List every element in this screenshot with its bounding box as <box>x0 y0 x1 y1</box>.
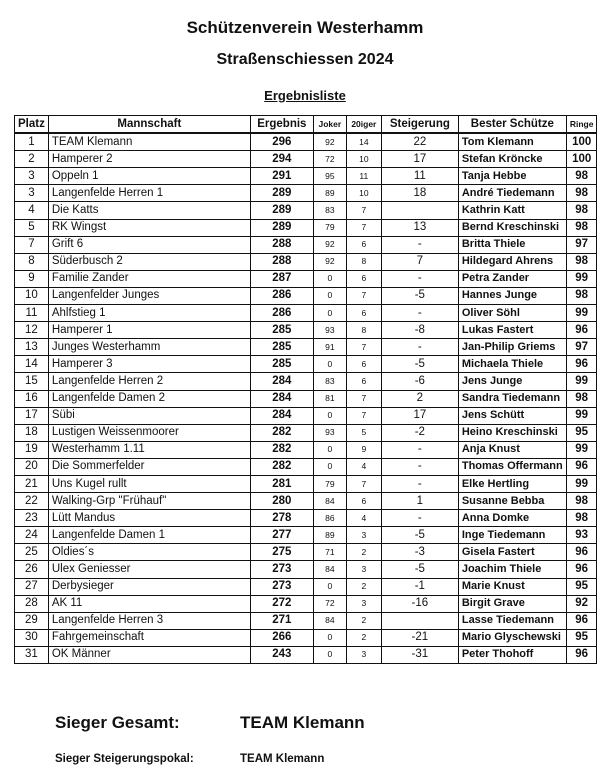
cell-20iger: 6 <box>346 236 381 253</box>
cell-mannschaft: Oppeln 1 <box>48 168 250 185</box>
cell-ergebnis: 273 <box>250 578 313 595</box>
cell-steigerung <box>381 202 458 219</box>
cell-bester-schuetze: Jan-Philip Griems <box>458 339 566 356</box>
cell-joker: 92 <box>313 133 346 151</box>
cell-20iger: 9 <box>346 441 381 458</box>
cell-ringe: 99 <box>566 373 597 390</box>
cell-bester-schuetze: Lukas Fastert <box>458 322 566 339</box>
cell-steigerung: -5 <box>381 561 458 578</box>
cell-joker: 84 <box>313 561 346 578</box>
cell-20iger: 14 <box>346 133 381 151</box>
cell-platz: 2 <box>15 151 49 168</box>
cell-steigerung: 17 <box>381 151 458 168</box>
cell-20iger: 7 <box>346 202 381 219</box>
cell-mannschaft: Lütt Mandus <box>48 510 250 527</box>
cell-20iger: 2 <box>346 612 381 629</box>
cell-ergebnis: 277 <box>250 527 313 544</box>
col-header-ergebnis: Ergebnis <box>250 116 313 134</box>
cell-ergebnis: 288 <box>250 253 313 270</box>
cell-platz: 23 <box>15 510 49 527</box>
cell-20iger: 6 <box>346 305 381 322</box>
table-row <box>15 424 597 441</box>
cell-mannschaft: Die Sommerfelder <box>48 458 250 475</box>
table-row <box>15 458 597 475</box>
cell-steigerung: 7 <box>381 253 458 270</box>
cell-platz: 27 <box>15 578 49 595</box>
cell-mannschaft: Hamperer 2 <box>48 151 250 168</box>
cell-ringe: 98 <box>566 253 597 270</box>
cell-bester-schuetze: Heino Kreschinski <box>458 424 566 441</box>
cell-steigerung: -5 <box>381 287 458 304</box>
cell-platz: 1 <box>15 133 49 151</box>
table-row <box>15 322 597 339</box>
cell-joker: 86 <box>313 510 346 527</box>
cell-bester-schuetze: Inge Tiedemann <box>458 527 566 544</box>
cell-steigerung: 1 <box>381 493 458 510</box>
cell-bester-schuetze: Tom Klemann <box>458 133 566 151</box>
table-row <box>15 612 597 629</box>
cell-mannschaft: AK 11 <box>48 595 250 612</box>
cell-joker: 0 <box>313 646 346 663</box>
cell-ringe: 96 <box>566 612 597 629</box>
cell-steigerung: 2 <box>381 390 458 407</box>
cell-platz: 5 <box>15 219 49 236</box>
table-row <box>15 202 597 219</box>
results-subtitle: Ergebnisliste <box>264 88 346 103</box>
cell-mannschaft: Oldies´s <box>48 544 250 561</box>
cell-joker: 91 <box>313 339 346 356</box>
cell-20iger: 10 <box>346 151 381 168</box>
cell-platz: 18 <box>15 424 49 441</box>
cell-steigerung: - <box>381 510 458 527</box>
cell-ergebnis: 284 <box>250 373 313 390</box>
cell-steigerung <box>381 612 458 629</box>
table-row <box>15 270 597 287</box>
cell-platz: 16 <box>15 390 49 407</box>
cell-platz: 9 <box>15 270 49 287</box>
cell-ergebnis: 272 <box>250 595 313 612</box>
cell-steigerung: 22 <box>381 133 458 151</box>
cell-platz: 11 <box>15 305 49 322</box>
cell-joker: 93 <box>313 424 346 441</box>
cell-ergebnis: 281 <box>250 475 313 492</box>
cell-ringe: 98 <box>566 202 597 219</box>
cell-platz: 13 <box>15 339 49 356</box>
cell-mannschaft: Langenfelde Damen 1 <box>48 527 250 544</box>
cell-platz: 17 <box>15 407 49 424</box>
cell-mannschaft: Fahrgemeinschaft <box>48 629 250 646</box>
cell-mannschaft: Die Katts <box>48 202 250 219</box>
cell-ringe: 98 <box>566 287 597 304</box>
cell-ergebnis: 280 <box>250 493 313 510</box>
cell-ergebnis: 287 <box>250 270 313 287</box>
cell-joker: 0 <box>313 458 346 475</box>
cell-ergebnis: 289 <box>250 202 313 219</box>
cell-ergebnis: 285 <box>250 322 313 339</box>
cell-ergebnis: 286 <box>250 287 313 304</box>
cell-20iger: 7 <box>346 407 381 424</box>
cell-20iger: 7 <box>346 475 381 492</box>
cell-joker: 0 <box>313 287 346 304</box>
cell-bester-schuetze: Hannes Junge <box>458 287 566 304</box>
cell-platz: 8 <box>15 253 49 270</box>
cell-ringe: 97 <box>566 339 597 356</box>
cell-platz: 24 <box>15 527 49 544</box>
cell-joker: 79 <box>313 475 346 492</box>
cell-ergebnis: 296 <box>250 133 313 151</box>
cell-mannschaft: Uns Kugel rullt <box>48 475 250 492</box>
cell-platz: 20 <box>15 458 49 475</box>
cell-joker: 84 <box>313 612 346 629</box>
col-header-ringe: Ringe <box>566 116 597 134</box>
cell-steigerung: -31 <box>381 646 458 663</box>
cell-ringe: 93 <box>566 527 597 544</box>
cell-ergebnis: 271 <box>250 612 313 629</box>
cell-ringe: 96 <box>566 356 597 373</box>
cell-joker: 72 <box>313 595 346 612</box>
table-row <box>15 287 597 304</box>
cell-ergebnis: 284 <box>250 407 313 424</box>
cell-20iger: 4 <box>346 458 381 475</box>
table-row <box>15 544 597 561</box>
cell-steigerung: 11 <box>381 168 458 185</box>
cell-bester-schuetze: Susanne Bebba <box>458 493 566 510</box>
cell-ringe: 96 <box>566 646 597 663</box>
table-row <box>15 373 597 390</box>
cell-bester-schuetze: Hildegard Ahrens <box>458 253 566 270</box>
cell-mannschaft: Ahlfstieg 1 <box>48 305 250 322</box>
cell-20iger: 3 <box>346 646 381 663</box>
sieger-pokal-value: TEAM Klemann <box>240 753 325 765</box>
cell-mannschaft: Junges Westerhamm <box>48 339 250 356</box>
cell-ergebnis: 243 <box>250 646 313 663</box>
table-row <box>15 493 597 510</box>
cell-joker: 0 <box>313 407 346 424</box>
cell-steigerung: 18 <box>381 185 458 202</box>
sieger-pokal-label: Sieger Steigerungspokal: <box>55 753 194 765</box>
cell-mannschaft: Hamperer 3 <box>48 356 250 373</box>
cell-steigerung: - <box>381 441 458 458</box>
cell-steigerung: -16 <box>381 595 458 612</box>
cell-bester-schuetze: Anna Domke <box>458 510 566 527</box>
cell-ringe: 98 <box>566 493 597 510</box>
results-table <box>14 115 597 664</box>
cell-platz: 14 <box>15 356 49 373</box>
cell-mannschaft: Langenfelder Junges <box>48 287 250 304</box>
cell-joker: 81 <box>313 390 346 407</box>
cell-mannschaft: Walking-Grp "Frühauf" <box>48 493 250 510</box>
cell-platz: 30 <box>15 629 49 646</box>
cell-20iger: 6 <box>346 373 381 390</box>
cell-platz: 21 <box>15 475 49 492</box>
cell-steigerung: -1 <box>381 578 458 595</box>
cell-bester-schuetze: Petra Zander <box>458 270 566 287</box>
cell-steigerung: -3 <box>381 544 458 561</box>
cell-ringe: 100 <box>566 133 597 151</box>
cell-20iger: 2 <box>346 629 381 646</box>
cell-platz: 29 <box>15 612 49 629</box>
cell-platz: 10 <box>15 287 49 304</box>
cell-steigerung: - <box>381 270 458 287</box>
cell-platz: 25 <box>15 544 49 561</box>
cell-joker: 71 <box>313 544 346 561</box>
cell-ringe: 95 <box>566 424 597 441</box>
col-header-platz: Platz <box>15 116 49 134</box>
col-header-joker: Joker <box>313 116 346 134</box>
table-row <box>15 356 597 373</box>
club-title: Schützenverein Westerhamm <box>186 18 424 37</box>
cell-mannschaft: Sübi <box>48 407 250 424</box>
cell-20iger: 2 <box>346 578 381 595</box>
cell-platz: 15 <box>15 373 49 390</box>
cell-joker: 0 <box>313 270 346 287</box>
cell-bester-schuetze: Marie Knust <box>458 578 566 595</box>
cell-joker: 83 <box>313 202 346 219</box>
cell-mannschaft: TEAM Klemann <box>48 133 250 151</box>
cell-mannschaft: Grift 6 <box>48 236 250 253</box>
table-row <box>15 305 597 322</box>
cell-ergebnis: 282 <box>250 458 313 475</box>
cell-joker: 83 <box>313 373 346 390</box>
cell-ringe: 98 <box>566 168 597 185</box>
cell-mannschaft: Hamperer 1 <box>48 322 250 339</box>
cell-platz: 22 <box>15 493 49 510</box>
cell-joker: 0 <box>313 441 346 458</box>
cell-platz: 3 <box>15 185 49 202</box>
cell-mannschaft: RK Wingst <box>48 219 250 236</box>
cell-bester-schuetze: Oliver Söhl <box>458 305 566 322</box>
cell-ringe: 96 <box>566 322 597 339</box>
cell-ergebnis: 275 <box>250 544 313 561</box>
table-row <box>15 168 597 185</box>
cell-bester-schuetze: Elke Hertling <box>458 475 566 492</box>
cell-bester-schuetze: Gisela Fastert <box>458 544 566 561</box>
cell-platz: 4 <box>15 202 49 219</box>
cell-joker: 0 <box>313 356 346 373</box>
cell-ergebnis: 291 <box>250 168 313 185</box>
cell-ringe: 98 <box>566 510 597 527</box>
cell-mannschaft: Langenfelde Herren 3 <box>48 612 250 629</box>
cell-ringe: 99 <box>566 407 597 424</box>
cell-joker: 89 <box>313 527 346 544</box>
cell-ergebnis: 285 <box>250 339 313 356</box>
cell-joker: 95 <box>313 168 346 185</box>
cell-bester-schuetze: Kathrin Katt <box>458 202 566 219</box>
cell-steigerung: -6 <box>381 373 458 390</box>
cell-20iger: 10 <box>346 185 381 202</box>
cell-ergebnis: 278 <box>250 510 313 527</box>
cell-ergebnis: 285 <box>250 356 313 373</box>
cell-mannschaft: Langenfelde Damen 2 <box>48 390 250 407</box>
cell-ringe: 98 <box>566 390 597 407</box>
cell-ringe: 98 <box>566 185 597 202</box>
cell-ringe: 100 <box>566 151 597 168</box>
cell-bester-schuetze: Sandra Tiedemann <box>458 390 566 407</box>
cell-ergebnis: 288 <box>250 236 313 253</box>
cell-bester-schuetze: Joachim Thiele <box>458 561 566 578</box>
table-row <box>15 219 597 236</box>
cell-bester-schuetze: Michaela Thiele <box>458 356 566 373</box>
table-row <box>15 441 597 458</box>
cell-bester-schuetze: Anja Knust <box>458 441 566 458</box>
cell-platz: 28 <box>15 595 49 612</box>
cell-20iger: 3 <box>346 527 381 544</box>
cell-steigerung: -5 <box>381 527 458 544</box>
cell-platz: 12 <box>15 322 49 339</box>
cell-mannschaft: Westerhamm 1.11 <box>48 441 250 458</box>
cell-ergebnis: 282 <box>250 441 313 458</box>
table-row <box>15 578 597 595</box>
cell-joker: 92 <box>313 253 346 270</box>
cell-20iger: 7 <box>346 287 381 304</box>
cell-20iger: 7 <box>346 339 381 356</box>
cell-ergebnis: 273 <box>250 561 313 578</box>
cell-ergebnis: 284 <box>250 390 313 407</box>
cell-platz: 26 <box>15 561 49 578</box>
cell-mannschaft: Derbysieger <box>48 578 250 595</box>
cell-20iger: 5 <box>346 424 381 441</box>
cell-ringe: 99 <box>566 270 597 287</box>
cell-ringe: 99 <box>566 305 597 322</box>
cell-steigerung: -8 <box>381 322 458 339</box>
cell-20iger: 6 <box>346 493 381 510</box>
cell-ringe: 96 <box>566 561 597 578</box>
cell-mannschaft: Langenfelde Herren 1 <box>48 185 250 202</box>
cell-bester-schuetze: Peter Thohoff <box>458 646 566 663</box>
cell-bester-schuetze: Britta Thiele <box>458 236 566 253</box>
cell-20iger: 4 <box>346 510 381 527</box>
cell-ergebnis: 266 <box>250 629 313 646</box>
table-row <box>15 133 597 151</box>
cell-20iger: 7 <box>346 219 381 236</box>
cell-bester-schuetze: Bernd Kreschinski <box>458 219 566 236</box>
cell-bester-schuetze: Thomas Offermann <box>458 458 566 475</box>
cell-20iger: 8 <box>346 322 381 339</box>
cell-bester-schuetze: André Tiedemann <box>458 185 566 202</box>
cell-ergebnis: 294 <box>250 151 313 168</box>
cell-steigerung: - <box>381 305 458 322</box>
cell-mannschaft: OK Männer <box>48 646 250 663</box>
table-row <box>15 475 597 492</box>
cell-20iger: 11 <box>346 168 381 185</box>
cell-bester-schuetze: Birgit Grave <box>458 595 566 612</box>
table-row <box>15 185 597 202</box>
cell-joker: 84 <box>313 493 346 510</box>
cell-platz: 19 <box>15 441 49 458</box>
cell-mannschaft: Ulex Geniesser <box>48 561 250 578</box>
cell-platz: 7 <box>15 236 49 253</box>
cell-bester-schuetze: Lasse Tiedemann <box>458 612 566 629</box>
cell-20iger: 3 <box>346 595 381 612</box>
cell-joker: 89 <box>313 185 346 202</box>
cell-steigerung: - <box>381 458 458 475</box>
cell-20iger: 7 <box>346 390 381 407</box>
cell-joker: 0 <box>313 305 346 322</box>
table-row <box>15 407 597 424</box>
table-row <box>15 629 597 646</box>
cell-joker: 79 <box>313 219 346 236</box>
cell-ergebnis: 286 <box>250 305 313 322</box>
table-row <box>15 510 597 527</box>
cell-ringe: 99 <box>566 441 597 458</box>
sieger-gesamt-label: Sieger Gesamt: <box>55 713 180 732</box>
cell-ringe: 92 <box>566 595 597 612</box>
cell-joker: 0 <box>313 578 346 595</box>
cell-mannschaft: Süderbusch 2 <box>48 253 250 270</box>
cell-ringe: 95 <box>566 578 597 595</box>
cell-ergebnis: 289 <box>250 185 313 202</box>
cell-mannschaft: Familie Zander <box>48 270 250 287</box>
cell-steigerung: - <box>381 339 458 356</box>
sieger-gesamt-value: TEAM Klemann <box>240 713 365 732</box>
cell-ringe: 98 <box>566 219 597 236</box>
cell-steigerung: - <box>381 236 458 253</box>
table-row <box>15 236 597 253</box>
cell-ringe: 99 <box>566 475 597 492</box>
cell-bester-schuetze: Stefan Kröncke <box>458 151 566 168</box>
cell-bester-schuetze: Tanja Hebbe <box>458 168 566 185</box>
cell-ringe: 96 <box>566 544 597 561</box>
table-row <box>15 595 597 612</box>
cell-steigerung: 17 <box>381 407 458 424</box>
table-row <box>15 561 597 578</box>
cell-20iger: 6 <box>346 270 381 287</box>
cell-mannschaft: Lustigen Weissenmoorer <box>48 424 250 441</box>
cell-joker: 92 <box>313 236 346 253</box>
cell-steigerung: -2 <box>381 424 458 441</box>
cell-ergebnis: 289 <box>250 219 313 236</box>
col-header-20iger: 20iger <box>346 116 381 134</box>
cell-platz: 31 <box>15 646 49 663</box>
table-row <box>15 253 597 270</box>
col-header-steigerung: Steigerung <box>381 116 458 134</box>
cell-ringe: 97 <box>566 236 597 253</box>
cell-ringe: 96 <box>566 458 597 475</box>
cell-steigerung: -5 <box>381 356 458 373</box>
table-header-row <box>15 116 597 134</box>
cell-ergebnis: 282 <box>250 424 313 441</box>
cell-20iger: 8 <box>346 253 381 270</box>
cell-joker: 93 <box>313 322 346 339</box>
cell-joker: 0 <box>313 629 346 646</box>
cell-20iger: 3 <box>346 561 381 578</box>
table-row <box>15 151 597 168</box>
results-body <box>15 133 597 663</box>
table-row <box>15 646 597 663</box>
table-row <box>15 339 597 356</box>
cell-steigerung: -21 <box>381 629 458 646</box>
cell-platz: 3 <box>15 168 49 185</box>
cell-bester-schuetze: Jens Schütt <box>458 407 566 424</box>
cell-steigerung: 13 <box>381 219 458 236</box>
table-row <box>15 527 597 544</box>
cell-ringe: 95 <box>566 629 597 646</box>
table-row <box>15 390 597 407</box>
col-header-bester-schuetze: Bester Schütze <box>458 116 566 134</box>
cell-steigerung: - <box>381 475 458 492</box>
cell-bester-schuetze: Mario Glyschewski <box>458 629 566 646</box>
cell-joker: 72 <box>313 151 346 168</box>
cell-20iger: 6 <box>346 356 381 373</box>
cell-mannschaft: Langenfelde Herren 2 <box>48 373 250 390</box>
col-header-mannschaft: Mannschaft <box>48 116 250 134</box>
event-title: Straßenschiessen 2024 <box>216 51 394 68</box>
cell-bester-schuetze: Jens Junge <box>458 373 566 390</box>
cell-20iger: 2 <box>346 544 381 561</box>
